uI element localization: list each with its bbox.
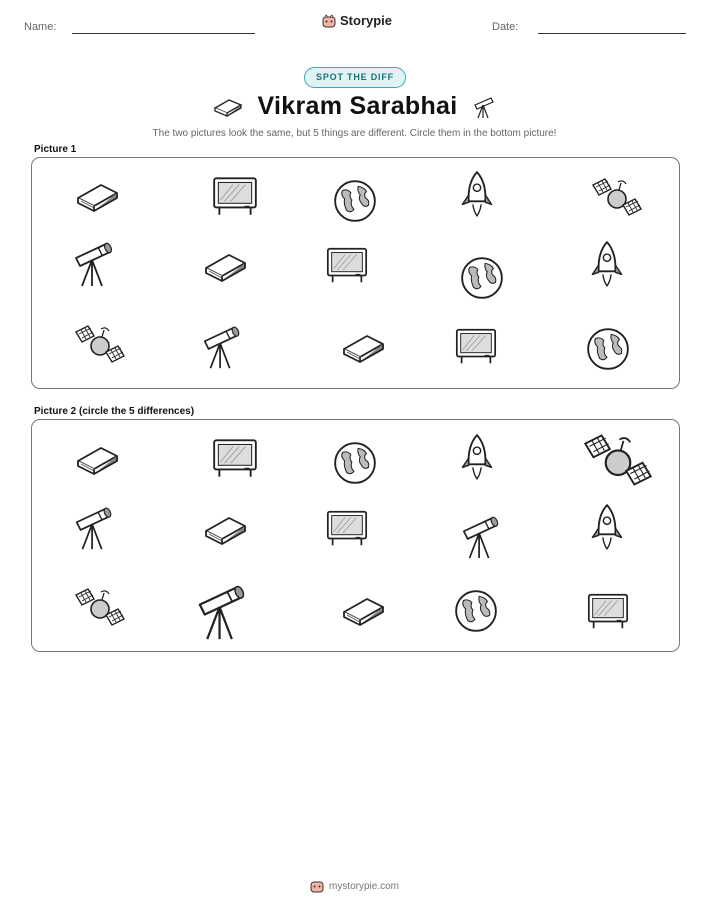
rocket-icon[interactable]: [590, 503, 624, 553]
rocket-icon[interactable]: [460, 170, 494, 220]
globe-icon[interactable]: [459, 255, 505, 301]
brand-name: Storypie: [340, 13, 393, 28]
chalkboard-icon[interactable]: [324, 244, 370, 286]
telescope-icon[interactable]: [72, 503, 116, 553]
page-title: Vikram Sarabhai: [257, 92, 458, 120]
date-label: Date:: [492, 21, 519, 33]
telescope-icon[interactable]: [200, 322, 244, 372]
globe-icon-replaced-chalkboard[interactable]: [453, 588, 499, 634]
satellite-icon[interactable]: [590, 175, 644, 219]
brand-logo: [322, 13, 392, 28]
satellite-icon[interactable]: [74, 585, 126, 629]
globe-icon[interactable]: [332, 178, 378, 224]
chalkboard-icon-replaced-globe[interactable]: [585, 590, 631, 632]
rocket-icon[interactable]: [460, 433, 494, 483]
book-icon[interactable]: [338, 327, 388, 367]
chalkboard-icon[interactable]: [210, 175, 260, 217]
book-icon[interactable]: [338, 590, 388, 630]
picture-2-label: Picture 2 (circle the 5 differences): [34, 406, 195, 417]
telescope-icon-replaced-globe[interactable]: [460, 512, 502, 562]
footer-site[interactable]: mystorypie.com: [328, 880, 399, 892]
satellite-icon[interactable]: [74, 322, 126, 366]
chalkboard-icon[interactable]: [324, 506, 370, 550]
book-icon[interactable]: [72, 439, 122, 479]
name-label: Name:: [24, 21, 57, 33]
picture-1-label: Picture 1: [34, 144, 77, 155]
book-icon: [212, 96, 244, 118]
instructions: The two pictures look the same, but 5 things are different. Circle them in the bottom picture!: [152, 128, 557, 139]
book-icon[interactable]: [200, 246, 250, 286]
globe-icon[interactable]: [585, 326, 631, 372]
telescope-icon-large[interactable]: [192, 580, 252, 644]
telescope-icon: [471, 94, 497, 120]
chalkboard-icon[interactable]: [453, 325, 499, 367]
date-line[interactable]: [538, 33, 686, 34]
rocket-icon[interactable]: [590, 240, 624, 290]
storypie-mascot-icon: [322, 14, 336, 28]
book-icon[interactable]: [200, 509, 250, 549]
book-icon[interactable]: [72, 176, 122, 216]
title-row: [0, 92, 709, 121]
footer: [0, 879, 709, 893]
telescope-icon[interactable]: [72, 238, 116, 290]
globe-icon[interactable]: [332, 440, 378, 486]
chalkboard-icon[interactable]: [210, 437, 260, 479]
satellite-icon-large[interactable]: [580, 430, 656, 490]
spot-the-diff-badge: SPOT THE DIFF: [304, 67, 406, 88]
name-line[interactable]: [72, 33, 255, 34]
storypie-mascot-icon: [310, 879, 324, 893]
